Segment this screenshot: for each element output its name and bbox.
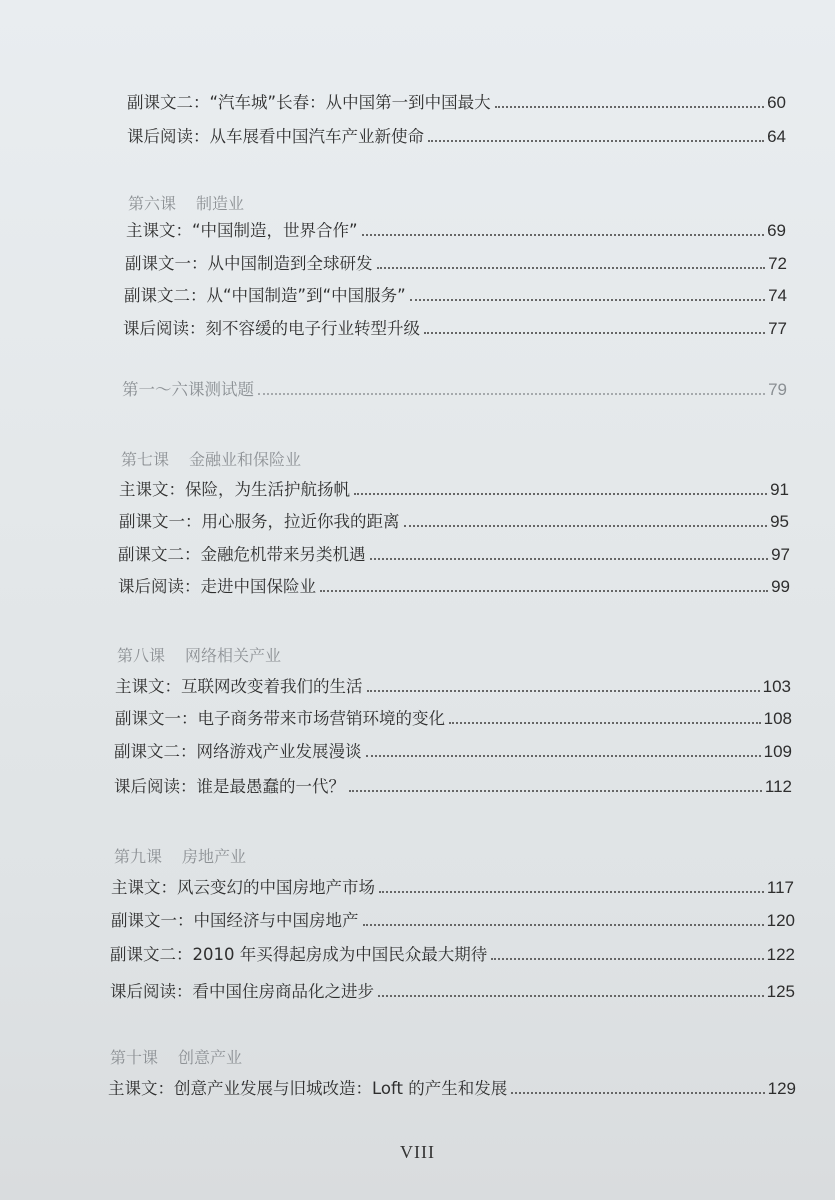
- entry-title: 课后阅读：从车展看中国汽车产业新使命: [127, 127, 424, 146]
- toc-entry-test: [122, 379, 787, 401]
- entry-title: 第一～六课测试题: [122, 380, 254, 399]
- toc-entry: [114, 741, 792, 763]
- lesson-topic: 金融业和保险业: [189, 450, 302, 469]
- entry-page: 120: [766, 911, 795, 930]
- lesson-number: 第八课: [117, 646, 166, 665]
- toc-entry: [127, 126, 786, 148]
- entry-title: 副课文一：中国经济与中国房地产: [111, 911, 359, 930]
- leader-dots: [349, 790, 762, 792]
- leader-dots: [410, 299, 765, 301]
- leader-dots: [378, 995, 764, 997]
- entry-page: 72: [768, 254, 787, 273]
- toc-entry: [119, 511, 789, 533]
- entry-page: 103: [762, 677, 791, 696]
- entry-title: 副课文二：金融危机带来另类机遇: [118, 545, 366, 564]
- toc-entry: [119, 479, 789, 501]
- entry-title: 主课文：互联网改变着我们的生活: [115, 677, 363, 696]
- lesson-number: 第十课: [110, 1048, 159, 1067]
- entry-title: 副课文二：“汽车城”长春：从中国第一到中国最大: [127, 93, 491, 112]
- leader-dots: [377, 267, 766, 269]
- entry-title: 主课文：保险，为生活护航扬帆: [119, 480, 350, 499]
- leader-dots: [449, 722, 761, 724]
- entry-page: 77: [768, 319, 787, 338]
- leader-dots: [320, 590, 768, 592]
- toc-entry: [124, 285, 787, 307]
- leader-dots: [495, 106, 764, 108]
- leader-dots: [370, 558, 769, 560]
- entry-page: 79: [768, 380, 787, 399]
- toc-entry: [127, 92, 786, 114]
- entry-page: 64: [767, 127, 786, 146]
- toc-entry: [111, 877, 794, 899]
- lesson-topic: 创意产业: [178, 1048, 243, 1067]
- toc-entry: [115, 708, 792, 730]
- page-folio: VIII: [400, 1142, 435, 1162]
- entry-title: 副课文一：用心服务，拉近你我的距离: [119, 512, 400, 531]
- toc-entry: [111, 910, 795, 932]
- lesson-heading: [121, 447, 301, 470]
- entry-page: 99: [771, 577, 790, 596]
- leader-dots: [511, 1092, 764, 1094]
- entry-page: 129: [767, 1079, 796, 1098]
- lesson-number: 第七课: [121, 450, 170, 469]
- entry-page: 117: [766, 878, 794, 897]
- lesson-topic: 房地产业: [182, 847, 247, 866]
- toc-entry: [115, 676, 791, 698]
- leader-dots: [404, 525, 768, 527]
- leader-dots: [362, 234, 764, 236]
- entry-title: 副课文二：2010 年买得起房成为中国民众最大期待: [110, 945, 488, 964]
- lesson-heading: [114, 844, 246, 867]
- toc-entry: [110, 944, 795, 966]
- entry-page: 108: [763, 709, 792, 728]
- entry-page: 97: [771, 545, 790, 564]
- lesson-number: 第六课: [128, 194, 177, 213]
- leader-dots: [367, 690, 760, 692]
- leader-dots: [424, 332, 765, 334]
- leader-dots: [428, 140, 764, 142]
- entry-title: 课后阅读：刻不容缓的电子行业转型升级: [123, 319, 420, 338]
- toc-entry: [110, 981, 795, 1003]
- entry-title: 副课文二：从“中国制造”到“中国服务”: [124, 286, 406, 305]
- entry-title: 副课文二：网络游戏产业发展漫谈: [114, 742, 362, 761]
- lesson-heading: [117, 643, 281, 666]
- lesson-topic: 网络相关产业: [185, 646, 282, 665]
- leader-dots: [379, 891, 764, 893]
- entry-page: 74: [768, 286, 787, 305]
- entry-title: 课后阅读：看中国住房商品化之进步: [110, 982, 374, 1001]
- toc-entry: [125, 253, 787, 275]
- leader-dots: [363, 924, 764, 926]
- entry-page: 60: [767, 93, 786, 112]
- leader-dots: [354, 493, 767, 495]
- lesson-heading: [110, 1045, 242, 1068]
- leader-dots: [366, 755, 761, 757]
- toc-entry: [126, 220, 786, 242]
- lesson-heading: [128, 191, 244, 214]
- toc-entry: [123, 318, 787, 340]
- leader-dots: [258, 393, 765, 395]
- entry-page: 125: [766, 982, 795, 1001]
- toc-entry: [108, 1078, 796, 1100]
- toc-entry: [118, 544, 790, 566]
- entry-title: 副课文一：从中国制造到全球研发: [125, 254, 373, 273]
- entry-title: 主课文：“中国制造，世界合作”: [126, 221, 358, 240]
- lesson-number: 第九课: [114, 847, 163, 866]
- entry-title: 课后阅读：谁是最愚蠢的一代？: [114, 777, 345, 796]
- entry-title: 课后阅读：走进中国保险业: [118, 577, 316, 596]
- toc-entry: [118, 576, 790, 598]
- entry-title: 主课文：创意产业发展与旧城改造：Loft 的产生和发展: [108, 1079, 508, 1098]
- entry-page: 112: [764, 777, 792, 796]
- toc-entry: [114, 776, 792, 798]
- lesson-topic: 制造业: [196, 194, 245, 213]
- entry-page: 91: [770, 480, 789, 499]
- entry-page: 69: [767, 221, 786, 240]
- leader-dots: [491, 958, 763, 960]
- entry-page: 109: [763, 742, 792, 761]
- entry-page: 95: [770, 512, 789, 531]
- entry-title: 副课文一：电子商务带来市场营销环境的变化: [115, 709, 445, 728]
- entry-title: 主课文：风云变幻的中国房地产市场: [111, 878, 375, 897]
- entry-page: 122: [766, 945, 795, 964]
